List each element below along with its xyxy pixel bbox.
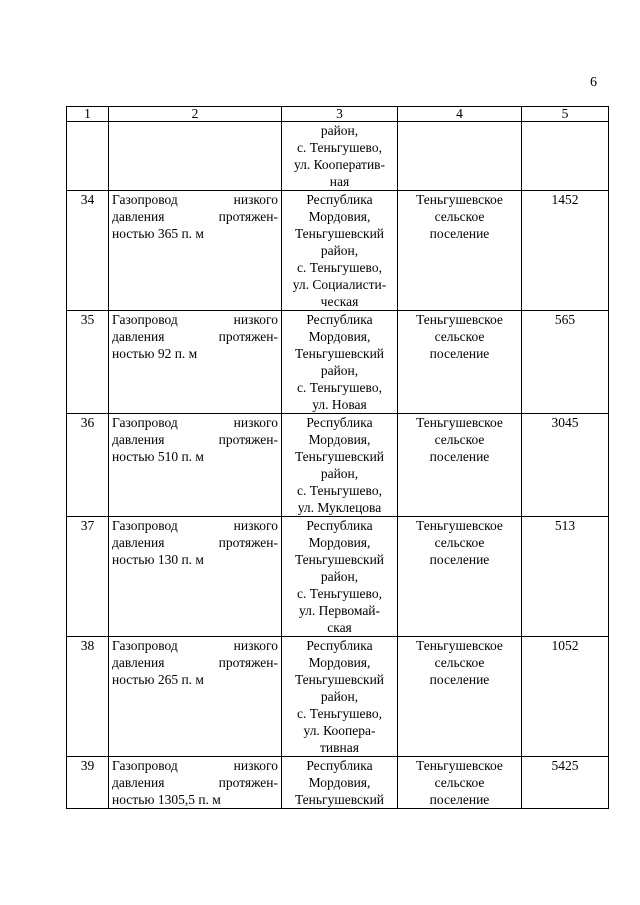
- location-line: ул. Муклецова: [297, 500, 382, 515]
- location-line: Мордовия,: [308, 655, 371, 670]
- object-name-line: [112, 225, 278, 242]
- header-col-3: 3: [282, 107, 398, 122]
- object-name-word: протяжен-: [218, 432, 278, 447]
- location-line: с. Теньгушево,: [297, 380, 382, 395]
- object-name-word: низкого: [233, 518, 278, 533]
- object-name-line: [112, 208, 278, 225]
- cell-number: 34: [67, 191, 109, 311]
- object-name-word: давления: [112, 432, 165, 447]
- cell-owner: [398, 414, 522, 517]
- cell-owner: [398, 757, 522, 809]
- object-name-word: давления: [112, 329, 165, 344]
- cell-owner: [398, 517, 522, 637]
- location-line: Теньгушевский: [294, 226, 385, 241]
- location-line: ческая: [320, 294, 359, 309]
- location-line: Мордовия,: [308, 775, 371, 790]
- location-line: ская: [327, 620, 352, 635]
- location-line: Мордовия,: [308, 535, 371, 550]
- table-row: [67, 517, 609, 637]
- table-header-row: [67, 107, 609, 122]
- registry-table: [66, 106, 609, 809]
- object-name-word: Газопровод: [112, 518, 178, 533]
- cell-location: [282, 757, 398, 809]
- location-line: Теньгушевский: [294, 449, 385, 464]
- cell-location: [282, 414, 398, 517]
- object-name-word: Газопровод: [112, 312, 178, 327]
- cell-number: 39: [67, 757, 109, 809]
- cell-owner: [398, 637, 522, 757]
- location-line: ул. Коопера-: [303, 723, 376, 738]
- cell-location: [282, 191, 398, 311]
- cell-object-name: [109, 517, 282, 637]
- header-col-5: 5: [522, 107, 609, 122]
- object-name-line: [112, 191, 278, 208]
- owner-line: поселение: [429, 226, 490, 241]
- object-name-word: Газопровод: [112, 192, 178, 207]
- object-name-line: [112, 774, 278, 791]
- cell-owner: [398, 122, 522, 191]
- location-line: район,: [320, 363, 359, 378]
- location-line: с. Теньгушево,: [297, 260, 382, 275]
- object-name-line: [112, 637, 278, 654]
- location-line: Республика: [306, 638, 373, 653]
- cell-location: [282, 637, 398, 757]
- object-name-word: низкого: [233, 638, 278, 653]
- location-line: с. Теньгушево,: [297, 706, 382, 721]
- object-name-word: ностью 92 п. м: [112, 346, 198, 361]
- cell-owner: [398, 191, 522, 311]
- object-name-word: низкого: [233, 312, 278, 327]
- object-name-word: низкого: [233, 415, 278, 430]
- page-number: 6: [590, 75, 597, 90]
- object-name-line: [112, 517, 278, 534]
- owner-line: поселение: [429, 792, 490, 807]
- owner-line: поселение: [429, 346, 490, 361]
- object-name-word: ностью 1305,5 п. м: [112, 792, 221, 807]
- object-name-word: низкого: [233, 192, 278, 207]
- cell-number: 35: [67, 311, 109, 414]
- location-line: Республика: [306, 518, 373, 533]
- location-line: с. Теньгушево,: [297, 586, 382, 601]
- object-name-word: протяжен-: [218, 535, 278, 550]
- object-name-line: [112, 345, 278, 362]
- table-row: [67, 757, 609, 809]
- cell-value: 5425: [522, 757, 609, 809]
- cell-value: 1452: [522, 191, 609, 311]
- location-line: Республика: [306, 758, 373, 773]
- location-line: Республика: [306, 415, 373, 430]
- location-line: район,: [320, 123, 359, 138]
- owner-line: сельское: [434, 535, 485, 550]
- cell-object-name: [109, 757, 282, 809]
- owner-line: сельское: [434, 655, 485, 670]
- cell-object-name: [109, 311, 282, 414]
- cell-object-name: [109, 414, 282, 517]
- location-line: Теньгушевский: [294, 552, 385, 567]
- object-name-line: [112, 791, 278, 808]
- location-line: Мордовия,: [308, 209, 371, 224]
- cell-location: [282, 517, 398, 637]
- object-name-line: [112, 328, 278, 345]
- table-row: [67, 191, 609, 311]
- object-name-word: давления: [112, 775, 165, 790]
- cell-value: 1052: [522, 637, 609, 757]
- location-line: Мордовия,: [308, 432, 371, 447]
- header-col-2: 2: [109, 107, 282, 122]
- object-name-line: [112, 448, 278, 465]
- location-line: Мордовия,: [308, 329, 371, 344]
- owner-line: Теньгушевское: [416, 638, 503, 653]
- object-name-word: протяжен-: [218, 329, 278, 344]
- object-name-line: [112, 414, 278, 431]
- location-line: ул. Новая: [312, 397, 367, 412]
- object-name-word: протяжен-: [218, 775, 278, 790]
- owner-line: Теньгушевское: [416, 312, 503, 327]
- object-name-line: [112, 671, 278, 688]
- owner-line: поселение: [429, 552, 490, 567]
- table-row: [67, 122, 609, 191]
- object-name-line: [112, 757, 278, 774]
- object-name-word: давления: [112, 655, 165, 670]
- cell-number: 37: [67, 517, 109, 637]
- owner-line: сельское: [434, 329, 485, 344]
- owner-line: Теньгушевское: [416, 518, 503, 533]
- cell-number: 38: [67, 637, 109, 757]
- owner-line: сельское: [434, 775, 485, 790]
- object-name-line: [112, 534, 278, 551]
- cell-location: [282, 311, 398, 414]
- object-name-word: ностью 365 п. м: [112, 226, 204, 241]
- object-name-word: ностью 265 п. м: [112, 672, 204, 687]
- object-name-word: давления: [112, 209, 165, 224]
- location-line: ул. Первомай-: [298, 603, 381, 618]
- location-line: тивная: [320, 740, 359, 755]
- location-line: Теньгушевский: [294, 792, 385, 807]
- location-line: Республика: [306, 192, 373, 207]
- header-col-4: 4: [398, 107, 522, 122]
- object-name-word: протяжен-: [218, 209, 278, 224]
- object-name-word: низкого: [233, 758, 278, 773]
- object-name-line: [112, 551, 278, 568]
- cell-value: 513: [522, 517, 609, 637]
- location-line: с. Теньгушево,: [297, 483, 382, 498]
- owner-line: поселение: [429, 449, 490, 464]
- object-name-line: [112, 311, 278, 328]
- location-line: Республика: [306, 312, 373, 327]
- cell-value: [522, 122, 609, 191]
- table-row: [67, 637, 609, 757]
- object-name-word: ностью 130 п. м: [112, 552, 204, 567]
- location-line: район,: [320, 689, 359, 704]
- cell-value: 3045: [522, 414, 609, 517]
- object-name-word: протяжен-: [218, 655, 278, 670]
- cell-number: 36: [67, 414, 109, 517]
- cell-object-name: [109, 191, 282, 311]
- object-name-word: давления: [112, 535, 165, 550]
- location-line: Теньгушевский: [294, 672, 385, 687]
- location-line: район,: [320, 466, 359, 481]
- location-line: ная: [329, 174, 350, 189]
- owner-line: Теньгушевское: [416, 192, 503, 207]
- cell-value: 565: [522, 311, 609, 414]
- owner-line: поселение: [429, 672, 490, 687]
- object-name-line: [112, 431, 278, 448]
- cell-number: [67, 122, 109, 191]
- table-row: [67, 414, 609, 517]
- cell-object-name: [109, 122, 282, 191]
- cell-location: [282, 122, 398, 191]
- table-row: [67, 311, 609, 414]
- object-name-word: Газопровод: [112, 638, 178, 653]
- location-line: ул. Кооператив-: [293, 157, 386, 172]
- owner-line: Теньгушевское: [416, 758, 503, 773]
- owner-line: сельское: [434, 432, 485, 447]
- header-col-1: 1: [67, 107, 109, 122]
- location-line: район,: [320, 569, 359, 584]
- object-name-word: Газопровод: [112, 758, 178, 773]
- object-name-word: Газопровод: [112, 415, 178, 430]
- location-line: Теньгушевский: [294, 346, 385, 361]
- object-name-line: [112, 654, 278, 671]
- object-name-word: ностью 510 п. м: [112, 449, 204, 464]
- location-line: ул. Социалисти-: [292, 277, 387, 292]
- cell-owner: [398, 311, 522, 414]
- location-line: район,: [320, 243, 359, 258]
- cell-object-name: [109, 637, 282, 757]
- location-line: с. Теньгушево,: [297, 140, 382, 155]
- owner-line: Теньгушевское: [416, 415, 503, 430]
- owner-line: сельское: [434, 209, 485, 224]
